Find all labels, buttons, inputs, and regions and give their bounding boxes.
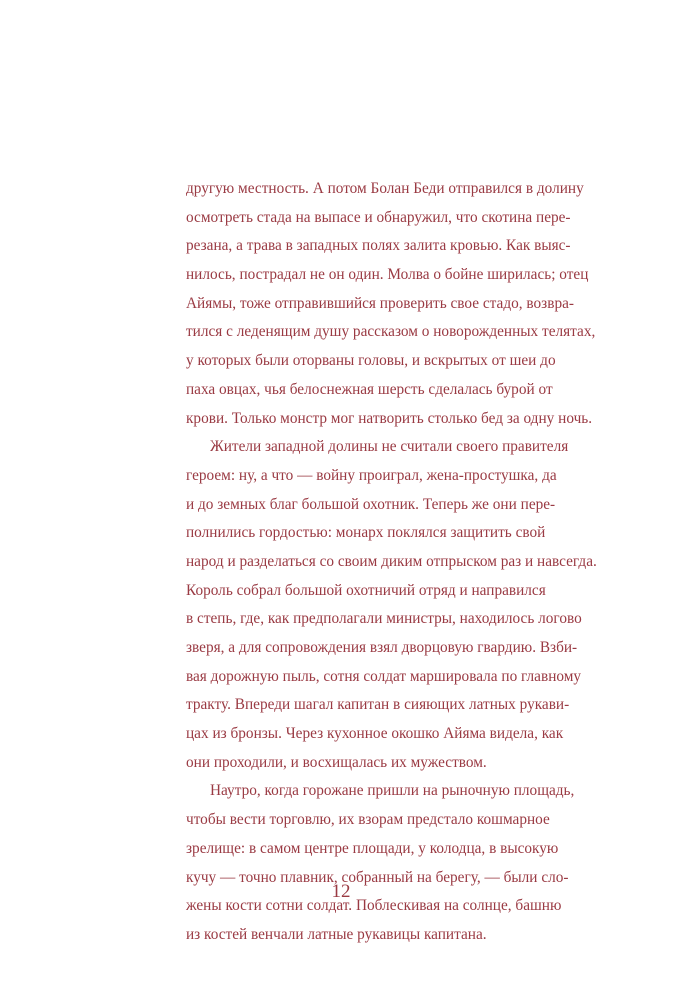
text-line: у которых были оторваны головы, и вскрытых от шеи до [186, 352, 556, 370]
page-number: 12 [331, 881, 351, 902]
text-line: Наутро, когда горожане пришли на рыночную площадь, [210, 782, 575, 800]
text-line: зверя, а для сопровождения взял дворцовую гвардию. Взби- [186, 639, 578, 656]
text-line: тился с леденящим душу рассказом о новорожденных телятах, [186, 323, 596, 341]
text-line: Айямы, тоже отправившийся проверить свое стадо, возвра- [186, 294, 574, 312]
text-line: другую местность. А потом Болан Беди отправился в долину [186, 180, 584, 197]
paragraph-1 [186, 175, 596, 433]
text-line: крови. Только монстр мог натворить столько бед за одну ночь. [186, 409, 593, 427]
text-line: героем: ну, а что — войну проиграл, жена-простушка, да [186, 466, 557, 484]
text-line: цах из бронзы. Через кухонное окошко Айяма видела, как [186, 725, 564, 743]
text-line: осмотреть стада на выпасе и обнаружил, что скотина пере- [186, 208, 571, 226]
text-line: народ и разделаться со своим диким отпрыском раз и навсегда. [186, 552, 597, 570]
text-line: резана, а трава в западных полях залита кровью. Как выяс- [186, 237, 571, 255]
text-line: они проходили, и восхищалась их мужеством. [186, 753, 487, 771]
text-line: Жители западной долины не считали своего правителя [210, 438, 569, 456]
text-line: Король собрал большой охотничий отряд и направился [186, 581, 546, 599]
text-line: жены кости сотни солдат. Поблескивая на солнце, башню [186, 897, 562, 915]
text-line: полнились гордостью: монарх поклялся защитить свой [186, 524, 546, 542]
text-line: вая дорожную пыль, сотня солдат маршировала по главному [186, 667, 582, 685]
text-line: паха овцах, чья белоснежная шерсть сделалась бурой от [186, 380, 553, 398]
paragraph-2 [186, 433, 597, 777]
text-line: чтобы вести торговлю, их взорам предстало кошмарное [186, 811, 550, 829]
text-line: тракту. Впереди шагал капитан в сияющих латных рукави- [186, 696, 570, 714]
text-line: кучу — точно плавник, собранный на берегу, — были сло- [186, 868, 569, 886]
text-line: в степь, где, как предполагали министры, находилось логово [186, 610, 582, 628]
text-line: и до земных благ большой охотник. Теперь же они пере- [186, 495, 556, 513]
text-line: нилось, пострадал не он один. Молва о бойне ширилась; отец [186, 266, 589, 284]
text-line: из костей венчали латные рукавицы капитана. [186, 925, 487, 943]
body-text [186, 175, 597, 950]
text-line: зрелище: в самом центре площади, у колодца, в высокую [186, 839, 559, 857]
paragraph-3 [186, 777, 575, 949]
